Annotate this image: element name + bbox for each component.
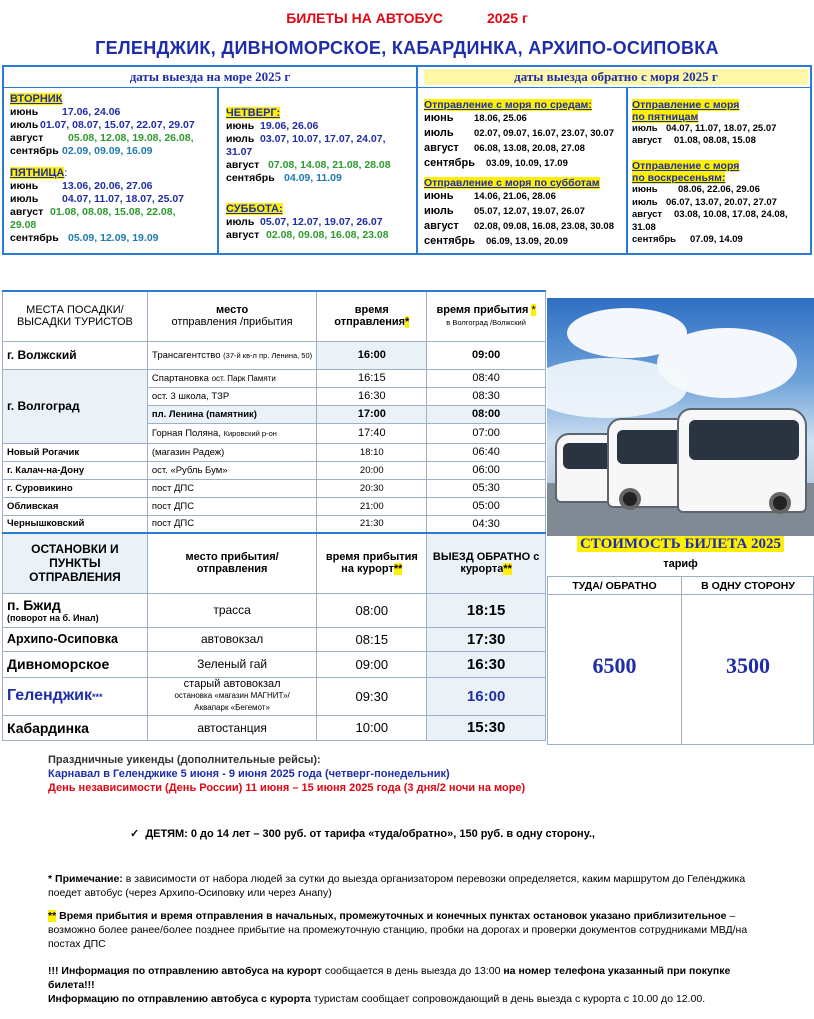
month-label: июль: [632, 196, 658, 208]
header-arrival-text: время прибытия: [436, 304, 529, 317]
table-row: [3, 341, 546, 369]
star-note: [48, 872, 778, 900]
date-list: 02.09, 09.09, 16.09: [62, 145, 153, 157]
month-label: июнь: [10, 180, 39, 192]
bus: [677, 408, 807, 513]
info-text: туристам сообщает сопровождающий в день выезда с курорта с 10.00 до 12.00.: [310, 993, 706, 1005]
note-label: Примечание:: [55, 873, 123, 885]
departure-time: 21:00: [317, 497, 427, 515]
check-icon: ✓: [130, 828, 140, 840]
place-cell: пост ДПС: [147, 497, 317, 515]
header-departure-text: время отправления: [334, 304, 406, 329]
month-label: август: [424, 220, 459, 232]
one-way-price: 3500: [726, 653, 770, 678]
table-row: [3, 443, 546, 461]
header-place: [147, 291, 317, 341]
month-label: июль: [226, 133, 255, 145]
departure-time: 17:00: [317, 405, 427, 423]
thursday-label: ЧЕТВЕРГ:: [226, 107, 281, 119]
month-label: июнь: [424, 190, 454, 202]
place-cell: (магазин Радеж): [147, 443, 317, 461]
bus-photo: [547, 298, 814, 536]
price-panel: [547, 536, 814, 745]
arrival-time: 04:30: [427, 515, 546, 533]
info-bold: !!! Информация по отправлению автобуса на курорт: [48, 965, 322, 977]
departure-time: 20:00: [317, 461, 427, 479]
date-list: 04.09, 11.09: [284, 172, 342, 184]
table-row: [3, 461, 546, 479]
place-name: Горная Поляна,: [151, 427, 221, 439]
holiday-notes: [48, 753, 778, 795]
month-label: июль: [10, 119, 39, 131]
arrival-time: 05:00: [427, 497, 546, 515]
place-cell: пл. Ленина (памятник): [147, 405, 317, 423]
children-note: [130, 827, 814, 841]
table-header: [3, 291, 546, 341]
schedule-table: [2, 290, 546, 741]
tuesday-label: ВТОРНИК: [10, 93, 63, 105]
date-list: 01.08, 08.08, 15.08, 22.08,: [50, 206, 176, 218]
departure-time: 17:40: [317, 423, 427, 443]
city-cell: г. Волжский: [3, 341, 148, 369]
date-list: 29.08: [10, 219, 37, 231]
title-year: 2025 г: [486, 10, 528, 26]
header-arrival: [427, 291, 546, 341]
place-cell: пост ДПС: [147, 479, 317, 497]
arrival-time: 05:30: [427, 479, 546, 497]
header-return-text: ВЫЕЗД ОБРАТНО с курорта: [432, 551, 540, 576]
star-mark: **: [393, 563, 403, 576]
return-time: 16:00: [427, 677, 546, 715]
friday-block: ПЯТНИЦА: июнь 13.06, 20.06, 27.06 июль 04.07, 11.07, 18.07, 25.07 август 01.08, 08.08, 15.08, 22.08, 29.08 сентябрь 05.09, 12.09, 19.09: [10, 167, 185, 244]
city-name: п. Бжид: [7, 597, 61, 613]
month-label: июнь: [424, 112, 454, 124]
divider: [416, 67, 418, 253]
month-label: сентябрь: [10, 145, 59, 157]
divider: [4, 87, 810, 88]
place-sub: (37-й кв-л пр. Ленина, 50): [223, 350, 313, 360]
arrival-time: 10:00: [317, 715, 427, 740]
arrival-time: 08:00: [427, 405, 546, 423]
month-label: сентябрь: [632, 234, 677, 245]
place-cell: [147, 369, 317, 387]
date-list: 05.07, 12.07, 19.07, 26.07: [260, 216, 383, 228]
arrival-time: 08:40: [427, 369, 546, 387]
table-row: [3, 627, 546, 651]
from-sea-header: даты выезда обратно с моря 2025 г: [424, 69, 808, 85]
month-label: июль: [10, 193, 39, 205]
departure-time: 16:30: [317, 387, 427, 405]
departure-time: 16:15: [317, 369, 427, 387]
return-sunday-block: [632, 160, 810, 247]
departure-time: 16:00: [317, 341, 427, 369]
divider: [626, 87, 628, 253]
city-cell: г. Суровикино: [3, 479, 148, 497]
place-sub: Кировский р-он: [223, 428, 277, 438]
month-label: июнь: [10, 106, 39, 118]
city-cell: Дивноморское: [3, 651, 148, 677]
place-cell: автовокзал: [147, 627, 317, 651]
ticket-title: [0, 10, 814, 26]
date-list: 02.07, 09.07, 16.07, 23.07, 30.07: [474, 128, 614, 139]
departure-time: 20:30: [317, 479, 427, 497]
note-text: – возможно более ранее/более позднее прибытие на промежуточную станцию, пробки на дорогах и проверки документов сотрудниками МВД/на постах ДПС: [48, 910, 748, 950]
city-cell: Обливская: [3, 497, 148, 515]
date-list: 04.07, 11.07, 18.07, 25.07: [62, 193, 185, 205]
month-label: июль: [632, 123, 658, 134]
return-sunday-label: по воскресеньям:: [632, 172, 726, 184]
divider: [217, 87, 219, 253]
city-cell: Чернышковский: [3, 515, 148, 533]
return-sunday-label: Отправление с моря: [632, 160, 740, 172]
date-list: 05.09, 12.09, 19.09: [68, 232, 159, 244]
date-list: 31.07: [226, 146, 253, 158]
table-row: [3, 369, 546, 387]
month-label: сентябрь: [10, 232, 59, 244]
carnival-note: Карнавал в Геленджике 5 июня - 9 июня 2025 года (четверг-понедельник): [48, 768, 450, 780]
arrival-time: 09:30: [317, 677, 427, 715]
date-list: 03.09, 10.09, 17.09: [486, 158, 568, 169]
arrival-time: 07:00: [427, 423, 546, 443]
city-cell: [3, 593, 148, 627]
russia-day-note: День независимости (День России) 11 июня – 15 июня 2025 года (3 дня/2 ночи на море): [48, 782, 526, 794]
arrival-time: 09:00: [427, 341, 546, 369]
header-stops: ОСТАНОВКИ И ПУНКТЫ ОТПРАВЛЕНИЯ: [3, 533, 148, 593]
round-trip-price: 6500: [592, 653, 637, 678]
destinations-title: ГЕЛЕНДЖИК, ДИВНОМОРСКОЕ, КАБАРДИНКА, АРХИПО-ОСИПОВКА: [95, 38, 719, 58]
date-list: 05.08, 12.08, 19.08, 26.08,: [68, 132, 194, 144]
month-label: июнь: [226, 120, 255, 132]
holidays-heading: Праздничные уикенды (дополнительные рейсы):: [48, 754, 321, 766]
one-way-header: В ОДНУ СТОРОНУ: [682, 577, 814, 595]
place-sub: остановка «магазин МАГНИТ»/: [174, 691, 290, 700]
return-saturday-block: [424, 177, 624, 249]
place-cell: [147, 423, 317, 443]
table-row: [3, 497, 546, 515]
note-bold: Время прибытия и время отправления в начальных, промежуточных и конечных пунктах остановок указано приблизительное: [56, 910, 727, 922]
month-label: сентябрь: [226, 172, 275, 184]
date-list: 13.06, 20.06, 27.06: [62, 180, 153, 192]
date-list: 01.07, 08.07, 15.07, 22.07, 29.07: [40, 119, 195, 131]
arrival-time: 09:00: [317, 651, 427, 677]
wheel: [619, 488, 641, 510]
month-label: июнь: [632, 184, 658, 195]
city-sub: (поворот на б. Инал): [7, 613, 99, 623]
month-label: август: [10, 132, 44, 144]
table-row: [3, 651, 546, 677]
table-row: [3, 677, 546, 715]
date-list: 03.07, 10.07, 17.07, 24.07,: [260, 133, 386, 145]
tuesday-block: [10, 93, 215, 158]
date-list: 08.06, 22.06, 29.06: [678, 184, 760, 195]
place-cell: Зеленый гай: [147, 651, 317, 677]
place-cell: пост ДПС: [147, 515, 317, 533]
place-cell: трасса: [147, 593, 317, 627]
arrival-time: 06:40: [427, 443, 546, 461]
info-bold: Информацию по отправлению автобуса с курорта: [48, 993, 311, 1005]
header-departure: [317, 291, 427, 341]
return-saturday-label: Отправление с моря по субботам: [424, 177, 600, 189]
star-mark: *: [48, 873, 53, 885]
friday-label: ПЯТНИЦА: [10, 167, 65, 179]
price-title: [547, 536, 814, 558]
price-title-text: СТОИМОСТЬ БИЛЕТА 2025: [577, 536, 784, 552]
place-cell: автостанция: [147, 715, 317, 740]
date-list: 14.06, 21.06, 28.06: [474, 191, 556, 202]
info-text: сообщается в день выезда до 13:00: [321, 965, 504, 977]
double-star-note: [48, 909, 778, 951]
place-sub: Аквапарк «Бегемот»: [194, 703, 270, 712]
price-columns: [547, 576, 814, 745]
table-row: [3, 515, 546, 533]
date-list: 31.08: [632, 221, 656, 233]
return-time: 18:15: [427, 593, 546, 627]
city-cell: Архипо-Осиповка: [3, 627, 148, 651]
table-row: [3, 593, 546, 627]
star-mark: ***: [92, 692, 103, 702]
header-return: [427, 533, 546, 593]
date-list: 07.09, 14.09: [690, 234, 743, 245]
cloud: [547, 358, 687, 418]
date-list: 01.08, 08.08, 15.08: [674, 135, 756, 146]
month-label: июль: [226, 216, 255, 228]
month-label: сентябрь: [424, 235, 475, 247]
place-name: Трансагентство: [152, 349, 221, 361]
return-friday-label: по пятницам: [632, 111, 699, 123]
return-wednesday-label: Отправление с моря по средам:: [424, 99, 592, 111]
saturday-block: [226, 203, 414, 242]
header-place-bold: место: [216, 304, 249, 317]
star-mark: **: [48, 910, 57, 922]
table-row: [3, 715, 546, 740]
date-list: 18.06, 25.06: [474, 113, 527, 124]
arrival-time: 08:30: [427, 387, 546, 405]
header-arrival-place: место прибытия/ отправления: [147, 533, 317, 593]
city-name: Геленджик: [7, 687, 93, 704]
return-friday-label: Отправление с моря: [632, 99, 740, 111]
arrival-time: 08:15: [317, 627, 427, 651]
info-notes: [48, 964, 778, 1006]
header-arrival-resort: [317, 533, 427, 593]
arrival-time: 06:00: [427, 461, 546, 479]
return-friday-block: [632, 99, 810, 147]
month-label: август: [424, 142, 459, 154]
header-arrival-resort-text: время прибытия на курорт: [325, 551, 418, 576]
star-mark: *: [405, 316, 410, 329]
place-cell: [147, 677, 317, 715]
info-bold: на номер телефона указанный при покупке билета!!!: [48, 965, 731, 991]
arrival-time: 08:00: [317, 593, 427, 627]
title-text: БИЛЕТЫ НА АВТОБУС: [286, 10, 444, 26]
return-time: 17:30: [427, 627, 546, 651]
date-list: 19.06, 26.06: [260, 120, 319, 132]
return-wednesday-block: [424, 99, 624, 171]
date-list: 02.08, 09.08, 16.08, 23.08: [266, 229, 389, 241]
date-list: 06.09, 13.09, 20.09: [486, 236, 568, 247]
month-label: август: [10, 206, 44, 218]
month-label: август: [226, 229, 260, 241]
month-label: август: [632, 209, 663, 220]
dates-panel: [2, 65, 812, 255]
one-way-column: [682, 577, 814, 744]
city-cell: [3, 677, 148, 715]
table-header: [3, 533, 546, 593]
month-label: сентябрь: [424, 157, 475, 169]
place-sub: ост. Парк Памяти: [211, 373, 276, 383]
header-place-rest: отправления /прибытия: [171, 316, 293, 329]
place-cell: [147, 341, 317, 369]
table-row: [3, 479, 546, 497]
city-cell: г. Калач-на-Дону: [3, 461, 148, 479]
wheel: [769, 492, 791, 514]
place-cell: ост. 3 школа, ТЗР: [147, 387, 317, 405]
date-list: 05.07, 12.07, 19.07, 26.07: [474, 206, 585, 217]
place-cell: ост. «Рубль Бум»: [147, 461, 317, 479]
children-text: ДЕТЯМ: 0 до 14 лет – 300 руб. от тарифа «туда/обратно», 150 руб. в одну сторону.,: [145, 828, 595, 840]
departure-time: 21:30: [317, 515, 427, 533]
tariff-label: тариф: [663, 558, 698, 570]
note-text: в зависимости от набора людей за сутки до выезда организатором перевозки определяется, каким маршрутом до Геленджика поедет автобус (через Архипо-Осиповку или через Анапу): [48, 873, 746, 899]
month-label: июль: [424, 127, 454, 139]
month-label: июль: [424, 205, 454, 217]
thursday-block: [226, 107, 414, 185]
date-list: 07.08, 14.08, 21.08, 28.08: [268, 159, 391, 171]
date-list: 06.08, 13.08, 20.08, 27.08: [474, 143, 585, 154]
return-time: 15:30: [427, 715, 546, 740]
star-mark: **: [503, 563, 512, 576]
star-mark: *: [531, 304, 536, 317]
city-cell: Новый Рогачик: [3, 443, 148, 461]
date-list: 04.07, 11.07, 18.07, 25.07: [666, 123, 777, 134]
city-cell: Кабардинка: [3, 715, 148, 740]
saturday-label: СУББОТА:: [226, 203, 283, 215]
header-arrival-sub: в Волгоград /Волжский: [446, 318, 526, 328]
place-name: Спартановка: [151, 372, 209, 384]
to-sea-header: даты выезда на море 2025 г: [8, 69, 412, 85]
departure-time: 18:10: [317, 443, 427, 461]
date-list: 02.08, 09.08, 16.08, 23.08, 30.08: [474, 221, 614, 232]
header-places: МЕСТА ПОСАДКИ/ ВЫСАДКИ ТУРИСТОВ: [3, 291, 148, 341]
place-name: старый автовокзал: [183, 678, 281, 690]
round-trip-column: [548, 577, 682, 744]
date-list: 06.07, 13.07, 20.07, 27.07: [666, 196, 777, 208]
date-list: 17.06, 24.06: [62, 106, 121, 118]
month-label: август: [226, 159, 260, 171]
month-label: август: [632, 135, 663, 146]
city-cell: г. Волгоград: [3, 369, 148, 443]
round-trip-header: ТУДА/ ОБРАТНО: [548, 577, 681, 595]
return-time: 16:30: [427, 651, 546, 677]
date-list: 03.08, 10.08, 17.08, 24.08,: [674, 209, 788, 220]
bus-window: [689, 420, 799, 460]
